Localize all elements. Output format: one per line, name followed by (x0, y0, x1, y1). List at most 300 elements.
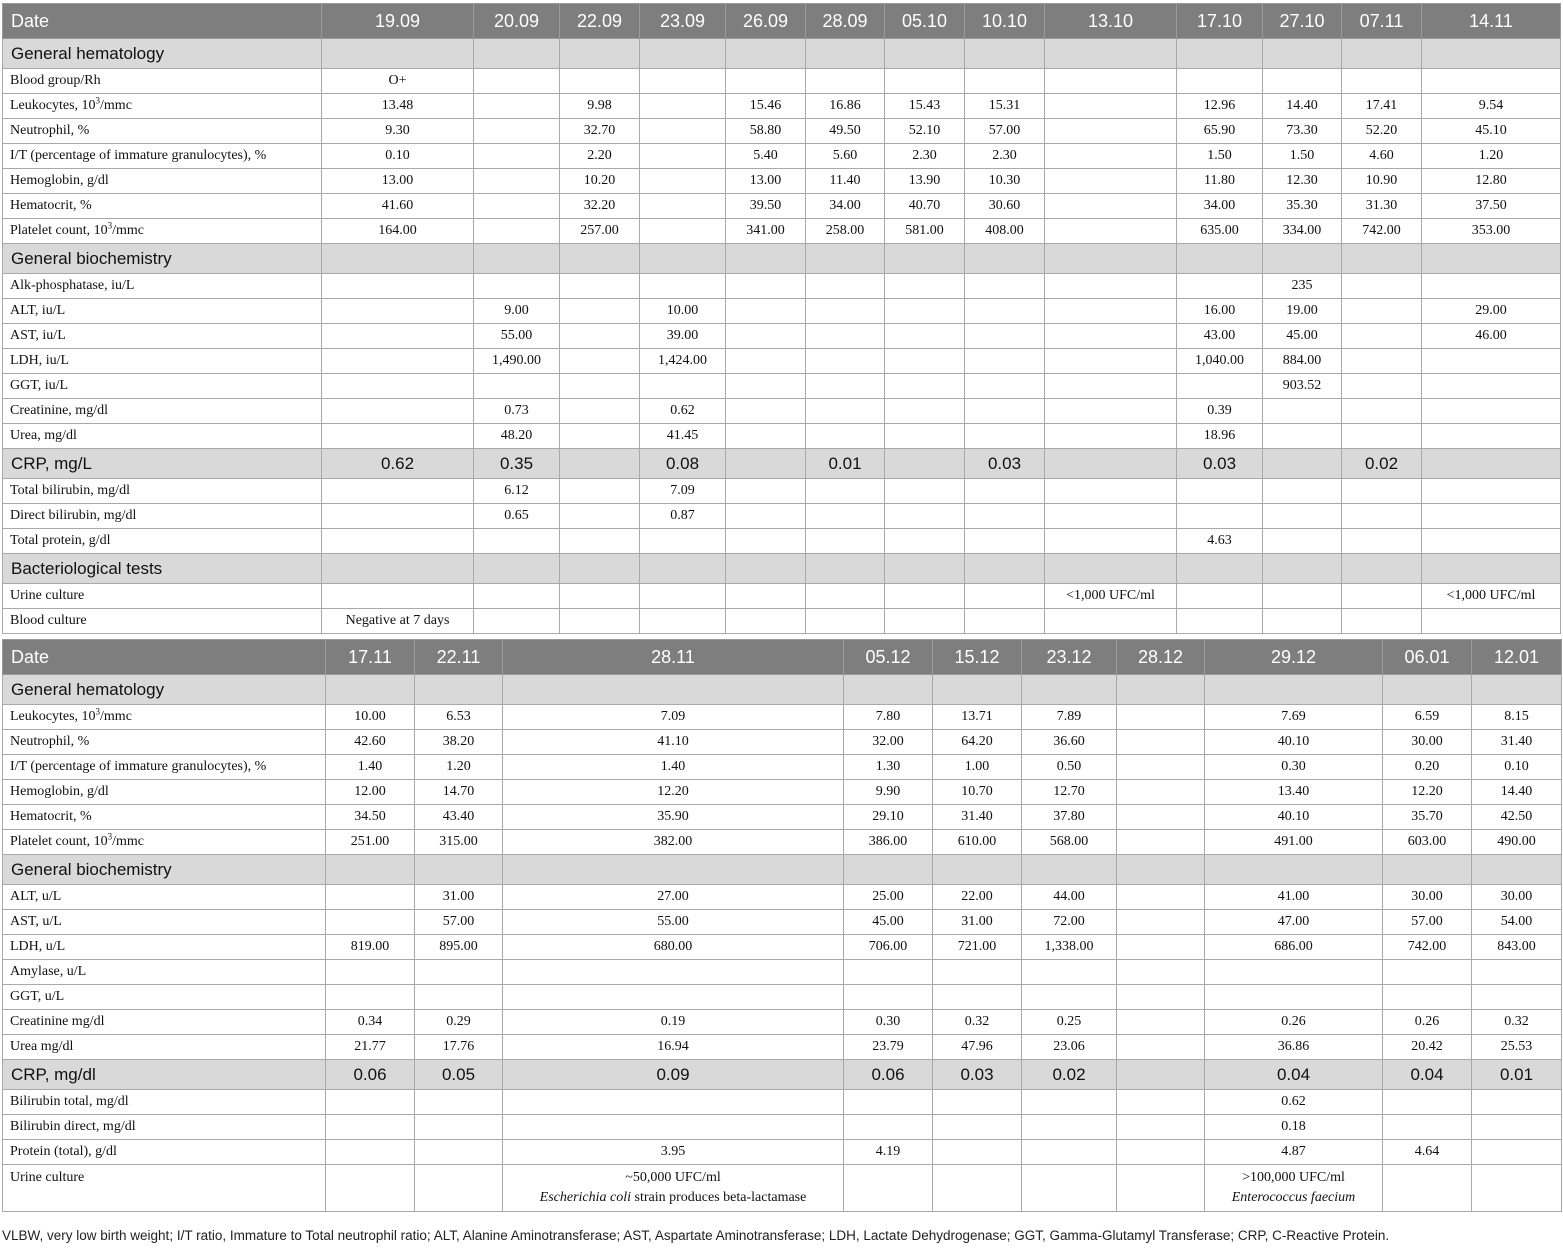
value-cell (474, 69, 560, 94)
value-cell (326, 1140, 415, 1165)
value-cell (322, 349, 474, 374)
section-blank-cell (503, 855, 844, 885)
value-cell (560, 274, 640, 299)
table-row (3, 479, 1561, 504)
value-cell: 29.10 (844, 805, 933, 830)
value-cell: 42.50 (1472, 805, 1562, 830)
value-cell: 0.04 (1383, 1060, 1472, 1090)
value-cell: 32.00 (844, 730, 933, 755)
value-cell (322, 399, 474, 424)
value-cell (322, 504, 474, 529)
value-cell: 0.02 (1022, 1060, 1117, 1090)
value-cell (1263, 529, 1342, 554)
row-label (3, 194, 322, 219)
value-cell: 35.90 (503, 805, 844, 830)
value-cell (1117, 960, 1205, 985)
table-row (3, 529, 1561, 554)
value-cell (1422, 529, 1561, 554)
value-cell (560, 324, 640, 349)
value-cell: 0.39 (1177, 399, 1263, 424)
value-cell (560, 399, 640, 424)
value-cell (933, 960, 1022, 985)
value-cell: 48.20 (474, 424, 560, 449)
section-blank-cell (965, 554, 1045, 584)
section-blank-cell (1342, 244, 1422, 274)
value-cell (640, 609, 726, 634)
value-cell (1045, 349, 1177, 374)
table-row (3, 805, 1562, 830)
lab-table-september-november (2, 3, 1561, 634)
value-cell: 37.50 (1422, 194, 1561, 219)
row-label-text: Blood culture (10, 613, 87, 628)
value-cell (965, 529, 1045, 554)
section-blank-cell (965, 244, 1045, 274)
organism-note: strain produces beta-lactamase (631, 1190, 807, 1205)
value-cell (322, 529, 474, 554)
value-cell (1263, 449, 1342, 479)
row-label-text: Bilirubin direct, mg/dl (10, 1119, 136, 1134)
value-cell (726, 584, 806, 609)
value-cell (322, 424, 474, 449)
date-column-header: 17.10 (1177, 4, 1263, 39)
value-cell (885, 529, 965, 554)
table-row (3, 299, 1561, 324)
value-cell: 52.10 (885, 119, 965, 144)
value-cell: 0.03 (933, 1060, 1022, 1090)
row-label (3, 119, 322, 144)
value-cell (1117, 1090, 1205, 1115)
row-label-text: Hemoglobin, g/dl (10, 173, 109, 188)
value-cell (640, 219, 726, 244)
section-blank-cell (415, 675, 503, 705)
value-cell (1422, 374, 1561, 399)
value-cell: 0.25 (1022, 1010, 1117, 1035)
value-cell: 2.30 (885, 144, 965, 169)
value-cell (474, 609, 560, 634)
date-column-header: 15.12 (933, 640, 1022, 675)
section-blank-cell (844, 855, 933, 885)
value-cell: 0.62 (640, 399, 726, 424)
value-cell (1045, 299, 1177, 324)
value-cell (806, 504, 885, 529)
culture-result-cell (844, 1165, 933, 1212)
section-blank-cell (806, 554, 885, 584)
table-row (3, 1010, 1562, 1035)
culture-count: ~50,000 UFC/ml (625, 1170, 721, 1185)
row-label-text: Leukocytes, 10 (10, 709, 96, 724)
date-column-header: 12.01 (1472, 640, 1562, 675)
row-label (3, 805, 326, 830)
value-cell (726, 479, 806, 504)
section-blank-cell (885, 554, 965, 584)
table-row (3, 144, 1561, 169)
row-label-unit: /mmc (100, 98, 132, 113)
value-cell (560, 504, 640, 529)
value-cell: 30.00 (1383, 730, 1472, 755)
row-label-unit: /mmc (112, 834, 144, 849)
value-cell: 903.52 (1263, 374, 1342, 399)
culture-result-cell (1117, 1165, 1205, 1212)
section-blank-cell (844, 675, 933, 705)
date-column-header: 06.01 (1383, 640, 1472, 675)
value-cell: 13.71 (933, 705, 1022, 730)
section-blank-cell (1472, 855, 1562, 885)
section-blank-cell (1422, 39, 1561, 69)
table-row (3, 985, 1562, 1010)
section-blank-cell (322, 244, 474, 274)
value-cell: 0.08 (640, 449, 726, 479)
value-cell: 13.40 (1205, 780, 1383, 805)
value-cell: 54.00 (1472, 910, 1562, 935)
section-blank-cell (560, 39, 640, 69)
value-cell (1342, 529, 1422, 554)
table-row (3, 194, 1561, 219)
value-cell: 742.00 (1342, 219, 1422, 244)
value-cell (806, 374, 885, 399)
value-cell (844, 985, 933, 1010)
section-blank-cell (1205, 675, 1383, 705)
row-label-text: CRP, mg/dl (11, 1064, 96, 1084)
value-cell (885, 479, 965, 504)
value-cell (726, 529, 806, 554)
value-cell: 15.46 (726, 94, 806, 119)
value-cell (474, 194, 560, 219)
value-cell: 568.00 (1022, 830, 1117, 855)
value-cell (1117, 755, 1205, 780)
table-row (3, 219, 1561, 244)
table-row (3, 69, 1561, 94)
culture-result-cell (326, 1165, 415, 1212)
value-cell (965, 479, 1045, 504)
section-blank-cell (1472, 675, 1562, 705)
value-cell: 25.00 (844, 885, 933, 910)
table-row (3, 1115, 1562, 1140)
row-label (3, 1010, 326, 1035)
value-cell: 0.62 (1205, 1090, 1383, 1115)
value-cell: 0.35 (474, 449, 560, 479)
section-blank-cell (965, 39, 1045, 69)
section-blank-cell (1117, 675, 1205, 705)
date-column-header: 28.12 (1117, 640, 1205, 675)
value-cell: 742.00 (1383, 935, 1472, 960)
value-cell (1045, 274, 1177, 299)
value-cell (1022, 1115, 1117, 1140)
value-cell (326, 1115, 415, 1140)
date-column-header: 27.10 (1263, 4, 1342, 39)
value-cell (1117, 935, 1205, 960)
value-cell: 1.40 (503, 755, 844, 780)
value-cell: 34.00 (806, 194, 885, 219)
value-cell: 22.00 (933, 885, 1022, 910)
value-cell: 40.10 (1205, 805, 1383, 830)
value-cell: 29.00 (1422, 299, 1561, 324)
value-cell (806, 324, 885, 349)
value-cell: 0.01 (806, 449, 885, 479)
row-label (3, 424, 322, 449)
value-cell (1045, 69, 1177, 94)
value-cell: 1,040.00 (1177, 349, 1263, 374)
value-cell (1263, 69, 1342, 94)
value-cell: 7.89 (1022, 705, 1117, 730)
value-cell: 0.32 (1472, 1010, 1562, 1035)
value-cell (1117, 1010, 1205, 1035)
table-row (3, 609, 1561, 634)
section-title: General hematology (3, 39, 322, 69)
value-cell (1045, 479, 1177, 504)
value-cell: 40.10 (1205, 730, 1383, 755)
row-label-text: Platelet count, 10 (10, 223, 108, 238)
section-blank-cell (1383, 675, 1472, 705)
value-cell: 315.00 (415, 830, 503, 855)
value-cell: 7.09 (503, 705, 844, 730)
value-cell (326, 910, 415, 935)
row-label-text: AST, iu/L (10, 328, 66, 343)
value-cell (474, 144, 560, 169)
value-cell: 41.60 (322, 194, 474, 219)
value-cell: 0.01 (1472, 1060, 1562, 1090)
section-blank-cell (322, 39, 474, 69)
value-cell: 1.20 (415, 755, 503, 780)
value-cell: 44.00 (1022, 885, 1117, 910)
value-cell: <1,000 UFC/ml (1045, 584, 1177, 609)
section-blank-cell (503, 675, 844, 705)
value-cell (885, 424, 965, 449)
value-cell (1383, 960, 1472, 985)
value-cell: 895.00 (415, 935, 503, 960)
section-blank-cell (326, 855, 415, 885)
value-cell (726, 324, 806, 349)
section-header-row (3, 244, 1561, 274)
row-label-text: Creatinine mg/dl (10, 1014, 105, 1029)
value-cell (640, 119, 726, 144)
table-row (3, 1090, 1562, 1115)
value-cell: 9.54 (1422, 94, 1561, 119)
value-cell: 0.10 (1472, 755, 1562, 780)
value-cell (415, 1115, 503, 1140)
date-column-header: 22.09 (560, 4, 640, 39)
value-cell (726, 504, 806, 529)
table-row (3, 885, 1562, 910)
section-blank-cell (640, 244, 726, 274)
value-cell: 0.50 (1022, 755, 1117, 780)
value-cell (806, 399, 885, 424)
value-cell (503, 960, 844, 985)
value-cell (965, 399, 1045, 424)
value-cell: 13.48 (322, 94, 474, 119)
date-header-row (3, 4, 1561, 39)
value-cell: 9.30 (322, 119, 474, 144)
value-cell: 408.00 (965, 219, 1045, 244)
value-cell (1022, 1090, 1117, 1115)
section-blank-cell (415, 855, 503, 885)
row-label-text: LDH, iu/L (10, 353, 70, 368)
value-cell: 31.00 (933, 910, 1022, 935)
value-cell (560, 584, 640, 609)
value-cell (965, 299, 1045, 324)
value-cell: 31.40 (933, 805, 1022, 830)
date-column-header: 23.09 (640, 4, 726, 39)
row-label-text: Neutrophil, % (10, 123, 90, 138)
section-blank-cell (1342, 39, 1422, 69)
value-cell (560, 349, 640, 374)
value-cell (1472, 1115, 1562, 1140)
value-cell: 0.03 (965, 449, 1045, 479)
culture-result-cell (1472, 1165, 1562, 1212)
value-cell (1117, 780, 1205, 805)
value-cell: 386.00 (844, 830, 933, 855)
date-column-header: 23.12 (1022, 640, 1117, 675)
value-cell: 31.30 (1342, 194, 1422, 219)
value-cell: 13.00 (726, 169, 806, 194)
row-label-text: Hematocrit, % (10, 198, 92, 213)
value-cell (1383, 1115, 1472, 1140)
section-blank-cell (806, 244, 885, 274)
value-cell (640, 584, 726, 609)
section-title: General biochemistry (3, 244, 322, 274)
value-cell (1472, 985, 1562, 1010)
value-cell: 65.90 (1177, 119, 1263, 144)
value-cell: 164.00 (322, 219, 474, 244)
value-cell (806, 424, 885, 449)
date-header-row (3, 640, 1562, 675)
culture-result-cell (415, 1165, 503, 1212)
row-label-superscript: 3 (107, 220, 113, 231)
value-cell: 382.00 (503, 830, 844, 855)
value-cell (806, 584, 885, 609)
value-cell (1177, 504, 1263, 529)
value-cell (726, 299, 806, 324)
value-cell: 10.00 (326, 705, 415, 730)
culture-result-cell (1205, 1165, 1383, 1212)
value-cell (322, 479, 474, 504)
value-cell: 11.40 (806, 169, 885, 194)
row-label (3, 705, 326, 730)
value-cell (844, 960, 933, 985)
value-cell (1045, 94, 1177, 119)
row-label-text: I/T (percentage of immature granulocytes), % (10, 759, 267, 774)
value-cell: 34.00 (1177, 194, 1263, 219)
value-cell: 49.50 (806, 119, 885, 144)
value-cell (965, 349, 1045, 374)
value-cell: 353.00 (1422, 219, 1561, 244)
value-cell (640, 374, 726, 399)
value-cell: 23.06 (1022, 1035, 1117, 1060)
value-cell: 45.00 (844, 910, 933, 935)
value-cell (1117, 1060, 1205, 1090)
value-cell (726, 349, 806, 374)
section-blank-cell (640, 554, 726, 584)
value-cell (560, 69, 640, 94)
value-cell: 334.00 (1263, 219, 1342, 244)
row-label-unit: /mmc (100, 709, 132, 724)
value-cell (965, 424, 1045, 449)
section-blank-cell (474, 554, 560, 584)
value-cell: 47.96 (933, 1035, 1022, 1060)
value-cell: 39.00 (640, 324, 726, 349)
value-cell: 35.30 (1263, 194, 1342, 219)
value-cell: 1,338.00 (1022, 935, 1117, 960)
value-cell: 0.19 (503, 1010, 844, 1035)
value-cell (415, 985, 503, 1010)
section-blank-cell (1342, 554, 1422, 584)
value-cell: 0.20 (1383, 755, 1472, 780)
row-label (3, 755, 326, 780)
value-cell (640, 144, 726, 169)
value-cell (326, 985, 415, 1010)
table-row (3, 1035, 1562, 1060)
value-cell: 55.00 (474, 324, 560, 349)
date-column-header: 14.11 (1422, 4, 1561, 39)
value-cell: 9.00 (474, 299, 560, 324)
date-column-header: 26.09 (726, 4, 806, 39)
value-cell: 10.00 (640, 299, 726, 324)
table-row (3, 830, 1562, 855)
row-label (3, 504, 322, 529)
row-label-text: Urea, mg/dl (10, 428, 77, 443)
value-cell: 0.30 (844, 1010, 933, 1035)
value-cell (1422, 69, 1561, 94)
value-cell (640, 69, 726, 94)
value-cell (885, 69, 965, 94)
value-cell: 9.98 (560, 94, 640, 119)
value-cell (1422, 399, 1561, 424)
row-label-text: ALT, u/L (10, 889, 62, 904)
value-cell (1117, 1035, 1205, 1060)
value-cell (503, 1090, 844, 1115)
value-cell: 21.77 (326, 1035, 415, 1060)
value-cell (726, 449, 806, 479)
value-cell: 41.10 (503, 730, 844, 755)
section-blank-cell (1117, 855, 1205, 885)
value-cell: 43.00 (1177, 324, 1263, 349)
value-cell: 12.80 (1422, 169, 1561, 194)
value-cell (474, 274, 560, 299)
value-cell: 2.20 (560, 144, 640, 169)
value-cell (885, 374, 965, 399)
value-cell (726, 424, 806, 449)
value-cell: 52.20 (1342, 119, 1422, 144)
row-label (3, 349, 322, 374)
value-cell: 843.00 (1472, 935, 1562, 960)
section-blank-cell (1422, 244, 1561, 274)
row-label (3, 885, 326, 910)
section-blank-cell (560, 554, 640, 584)
row-label-text: Protein (total), g/dl (10, 1144, 117, 1159)
value-cell (1045, 374, 1177, 399)
value-cell: 686.00 (1205, 935, 1383, 960)
value-cell (1045, 119, 1177, 144)
date-column-header: 17.11 (326, 640, 415, 675)
value-cell (1117, 730, 1205, 755)
value-cell: 4.64 (1383, 1140, 1472, 1165)
value-cell: 17.41 (1342, 94, 1422, 119)
value-cell: 4.60 (1342, 144, 1422, 169)
culture-result-cell (933, 1165, 1022, 1212)
value-cell (1263, 504, 1342, 529)
value-cell (1117, 1115, 1205, 1140)
culture-organism (503, 1188, 843, 1208)
value-cell: 15.43 (885, 94, 965, 119)
value-cell: 1.30 (844, 755, 933, 780)
value-cell (640, 194, 726, 219)
row-label-text: Bilirubin total, mg/dl (10, 1094, 129, 1109)
value-cell (885, 504, 965, 529)
culture-organism (1205, 1188, 1382, 1208)
value-cell (326, 960, 415, 985)
row-label (3, 609, 322, 634)
value-cell: 10.30 (965, 169, 1045, 194)
date-column-header: 19.09 (322, 4, 474, 39)
